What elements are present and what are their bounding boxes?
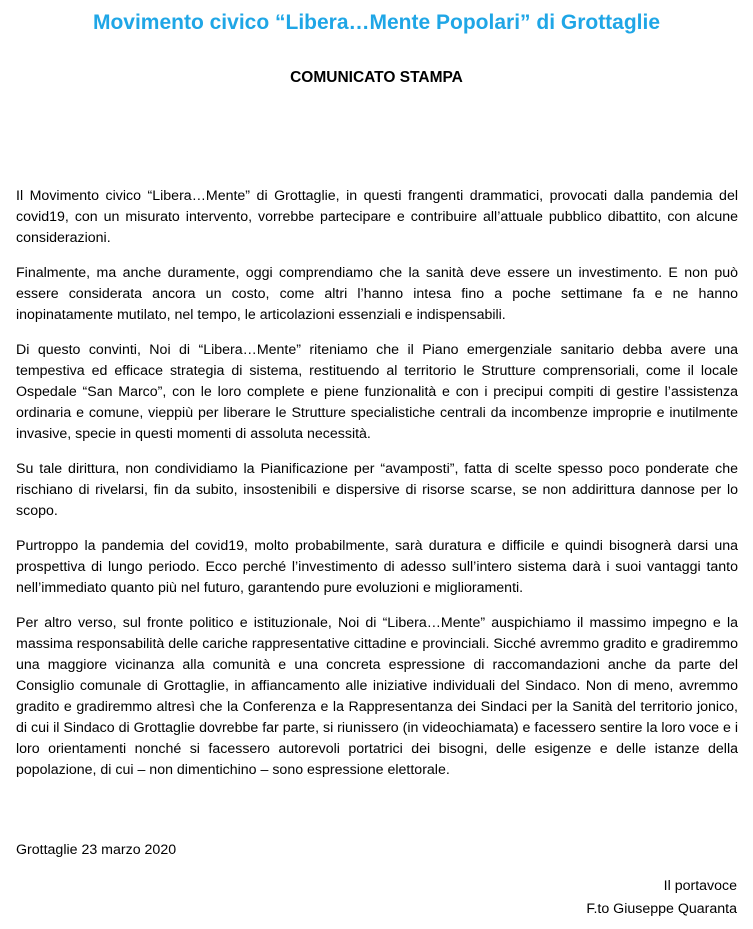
paragraph: Purtroppo la pandemia del covid19, molto probabilmente, sarà duratura e difficile e quindi bisognerà darsi una prospettiva di lungo periodo. Ecco perché l’investimento di adesso sull’intero sistema darà i suoi vantaggi tanto nell’immediato quanto più nel futuro, garantendo pure evoluzioni e miglioramenti. [16,538,738,596]
signature-role: Il portavoce [663,878,737,894]
document-subtitle: COMUNICATO STAMPA [290,69,463,86]
paragraph: Di questo convinti, Noi di “Libera…Mente” riteniamo che il Piano emergenziale sanitario debba avere una tempestiva ed efficace strategia di sistema, restituendo al territorio le Strutture comprensoriali, come il locale Ospedale “San Marco”, con le loro complete e piene funzionalità e con i precipui compiti di gestire l’assistenza ordinaria e comune, vieppiù per liberare le Strutture specialistiche centrali da incombenze improprie e inutilmente invasive, specie in questi momenti di assoluta necessità. [16,342,738,442]
paragraph: Il Movimento civico “Libera…Mente” di Grottaglie, in questi frangenti drammatici, provocati dalla pandemia del covid19, con un misurato intervento, vorrebbe partecipare e contribuire all’attuale pubblico dibattito, con alcune considerazioni. [16,188,738,246]
document-body [16,186,738,795]
document-date: Grottaglie 23 marzo 2020 [16,842,177,858]
paragraph: Per altro verso, sul fronte politico e istituzionale, Noi di “Libera…Mente” auspichiamo il massimo impegno e la massima responsabilità delle cariche rappresentative cittadine e provinciali. Sicché avremmo gradito e gradiremmo una maggiore vicinanza alla comunità e una concreta espressione di raccomandazioni anche da parte del Consiglio comunale di Grottaglie, in affiancamento alle iniziative individuali del Sindaco. Non di meno, avremmo gradito e gradiremmo altresì che la Conferenza e la Rappresentanza dei Sindaci per la Sanità del territorio jonico, di cui il Sindaco di Grottaglie dovrebbe far parte, si riunissero (in videochiamata) e facessero sentire la loro voce e i loro orientamenti nonché si facessero autorevoli portatrici dei bisogni, delle esigenze e delle istanze della popolazione, di cui – non dimentichino – sono espressione elettorale. [16,615,738,778]
paragraph: Su tale dirittura, non condividiamo la Pianificazione per “avamposti”, fatta di scelte spesso poco ponderate che rischiano di rivelarsi, fin da subito, insostenibili e dispersive di risorse scarse, se non addirittura dannose per lo scopo. [16,461,738,519]
paragraph: Finalmente, ma anche duramente, oggi comprendiamo che la sanità deve essere un investimento. E non può essere considerata ancora un costo, come altri l’hanno intesa fino a poche settimane fa e ne hanno inopinatamente mutilato, nel tempo, le articolazioni essenziali e indispensabili. [16,265,738,323]
signature-block [586,875,737,921]
signature-name: F.to Giuseppe Quaranta [586,901,737,917]
document-title: Movimento civico “Libera…Mente Popolari” di Grottaglie [92,11,661,34]
